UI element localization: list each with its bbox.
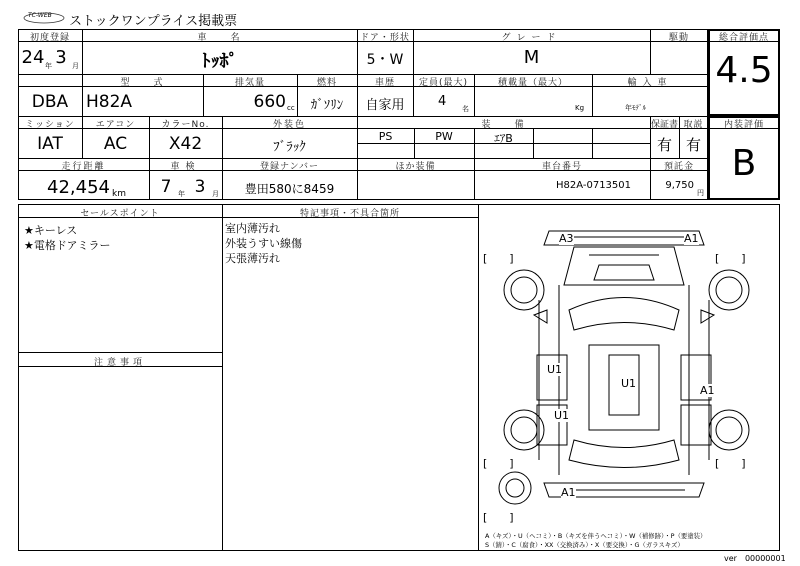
inspection-year-value: 7	[160, 177, 172, 197]
part-bracket: [ ]	[483, 457, 514, 470]
label-load: 積載量（最大）	[497, 78, 568, 88]
displacement-unit: cc	[287, 104, 295, 112]
first-reg-month: 3	[55, 47, 67, 68]
deposit-unit: 円	[697, 189, 704, 197]
version-label: ver 00000001	[724, 554, 786, 563]
first-reg-month-unit: 月	[72, 62, 79, 70]
model-value: H82A	[86, 92, 133, 112]
aircon-value: AC	[103, 134, 128, 154]
label-aircon: エアコン	[95, 120, 136, 130]
mission-value: IAT	[37, 134, 63, 154]
label-drive: 駆動	[668, 33, 689, 43]
damage-mark: A1	[700, 384, 715, 397]
logo-text: TC-WEB	[28, 12, 52, 19]
label-first-reg: 初度登録	[29, 33, 70, 43]
label-warranty: 保証書	[650, 120, 678, 130]
car-condition-diagram	[479, 205, 779, 550]
label-plate: 登録ナンバー	[260, 162, 319, 172]
damage-mark: A3	[559, 232, 574, 245]
label-mission: ミッション	[25, 120, 75, 130]
sales-point-item: ★キーレス	[24, 224, 78, 237]
label-chassis-no: 車台番号	[541, 162, 582, 172]
label-notes-defects: 特記事項・不具合箇所	[299, 209, 400, 219]
label-other-equipment: ほか装備	[395, 162, 436, 172]
inspection-month-value: 3	[194, 177, 206, 197]
label-capacity: 定員(最大)	[418, 78, 469, 88]
note-item: 室内薄汚れ	[225, 222, 280, 235]
damage-mark: U1	[621, 377, 637, 390]
fuel-value: ｶﾞｿﾘﾝ	[310, 98, 344, 113]
label-import: 輸入車	[627, 78, 673, 88]
damage-mark: U1	[554, 409, 570, 422]
legend-line: A（キズ）・U（ヘコミ）・B（キズを伴うヘコミ）・W（補修跡）・P（要塗装）	[485, 532, 707, 540]
overall-score-value: 4.5	[715, 50, 773, 91]
label-overall-score: 総合評価点	[718, 33, 769, 43]
label-car-name: 車 名	[197, 33, 242, 43]
label-model: 型 式	[120, 78, 165, 88]
capacity-value: 4	[438, 94, 447, 109]
mileage-unit: km	[112, 189, 126, 199]
doors-shape-value: 5・W	[366, 52, 404, 68]
part-bracket: [ ]	[715, 457, 746, 470]
damage-mark: A1	[561, 486, 576, 499]
part-bracket: [ ]	[715, 252, 746, 265]
label-fuel: 燃料	[316, 78, 337, 88]
load-unit: Kg	[575, 104, 585, 112]
displacement-value: 660	[253, 92, 286, 112]
equipment-item: PS	[378, 130, 393, 143]
label-grade: グレード	[501, 33, 562, 43]
inspection-year-unit: 年	[178, 190, 185, 198]
label-equipment: 装 備	[481, 120, 526, 130]
sales-point-item: ★電格ドアミラー	[24, 239, 111, 252]
import-note: 年ﾓﾃﾞﾙ	[625, 104, 646, 112]
label-sales-points: セールスポイント	[80, 209, 160, 219]
label-doors-shape: ドア・形状	[360, 33, 410, 43]
note-item: 外装うすい線傷	[225, 237, 302, 250]
equipment-item: PW	[435, 130, 453, 143]
label-manual: 取説	[683, 120, 704, 130]
chassis-no-value: H82A-0713501	[556, 180, 632, 191]
label-history: 車歴	[374, 78, 395, 88]
inspection-month-unit: 月	[212, 190, 219, 198]
label-mileage: 走行距離	[61, 162, 106, 172]
label-caution: 注意事項	[93, 358, 146, 368]
logo	[22, 10, 66, 24]
interior-score-value: B	[731, 143, 757, 184]
first-reg-year: 24	[21, 47, 45, 68]
part-bracket: [ ]	[483, 252, 514, 265]
manual-value: 有	[685, 136, 701, 154]
capacity-unit: 名	[462, 105, 469, 113]
damage-mark: U1	[547, 363, 563, 376]
page-title: ストックワンプライス掲載票	[69, 14, 238, 29]
label-displacement: 排気量	[234, 78, 265, 88]
history-value: 自家用	[365, 98, 405, 113]
mileage-value: 42,454	[47, 177, 110, 198]
label-interior-score: 内装評価	[723, 120, 764, 130]
legend-line: S（錆）・C（腐食）・XX（交換済み）・X（要交換）・G（ガラスキズ）	[485, 541, 684, 549]
color-no-value: X42	[168, 134, 203, 154]
equipment-item: ｴｱB	[494, 132, 513, 145]
label-deposit: 預託金	[663, 162, 694, 172]
grade-value: M	[523, 47, 540, 68]
label-exterior-color: 外装色	[272, 120, 306, 130]
deposit-value: 9,750	[665, 180, 694, 191]
label-inspection: 車検	[170, 162, 201, 172]
note-item: 天張薄汚れ	[225, 252, 280, 265]
part-bracket: [ ]	[483, 511, 514, 524]
model-prefix-value: DBA	[31, 92, 69, 112]
exterior-color-value: ﾌﾞﾗｯｸ	[273, 140, 306, 155]
damage-mark: A1	[684, 232, 699, 245]
car-name-value: ﾄｯﾎﾟ	[201, 51, 238, 72]
label-color-no: カラーNo.	[161, 120, 210, 130]
plate-value: 豊田580に8459	[244, 182, 335, 196]
warranty-value: 有	[656, 136, 672, 154]
first-reg-year-unit: 年	[45, 62, 52, 70]
